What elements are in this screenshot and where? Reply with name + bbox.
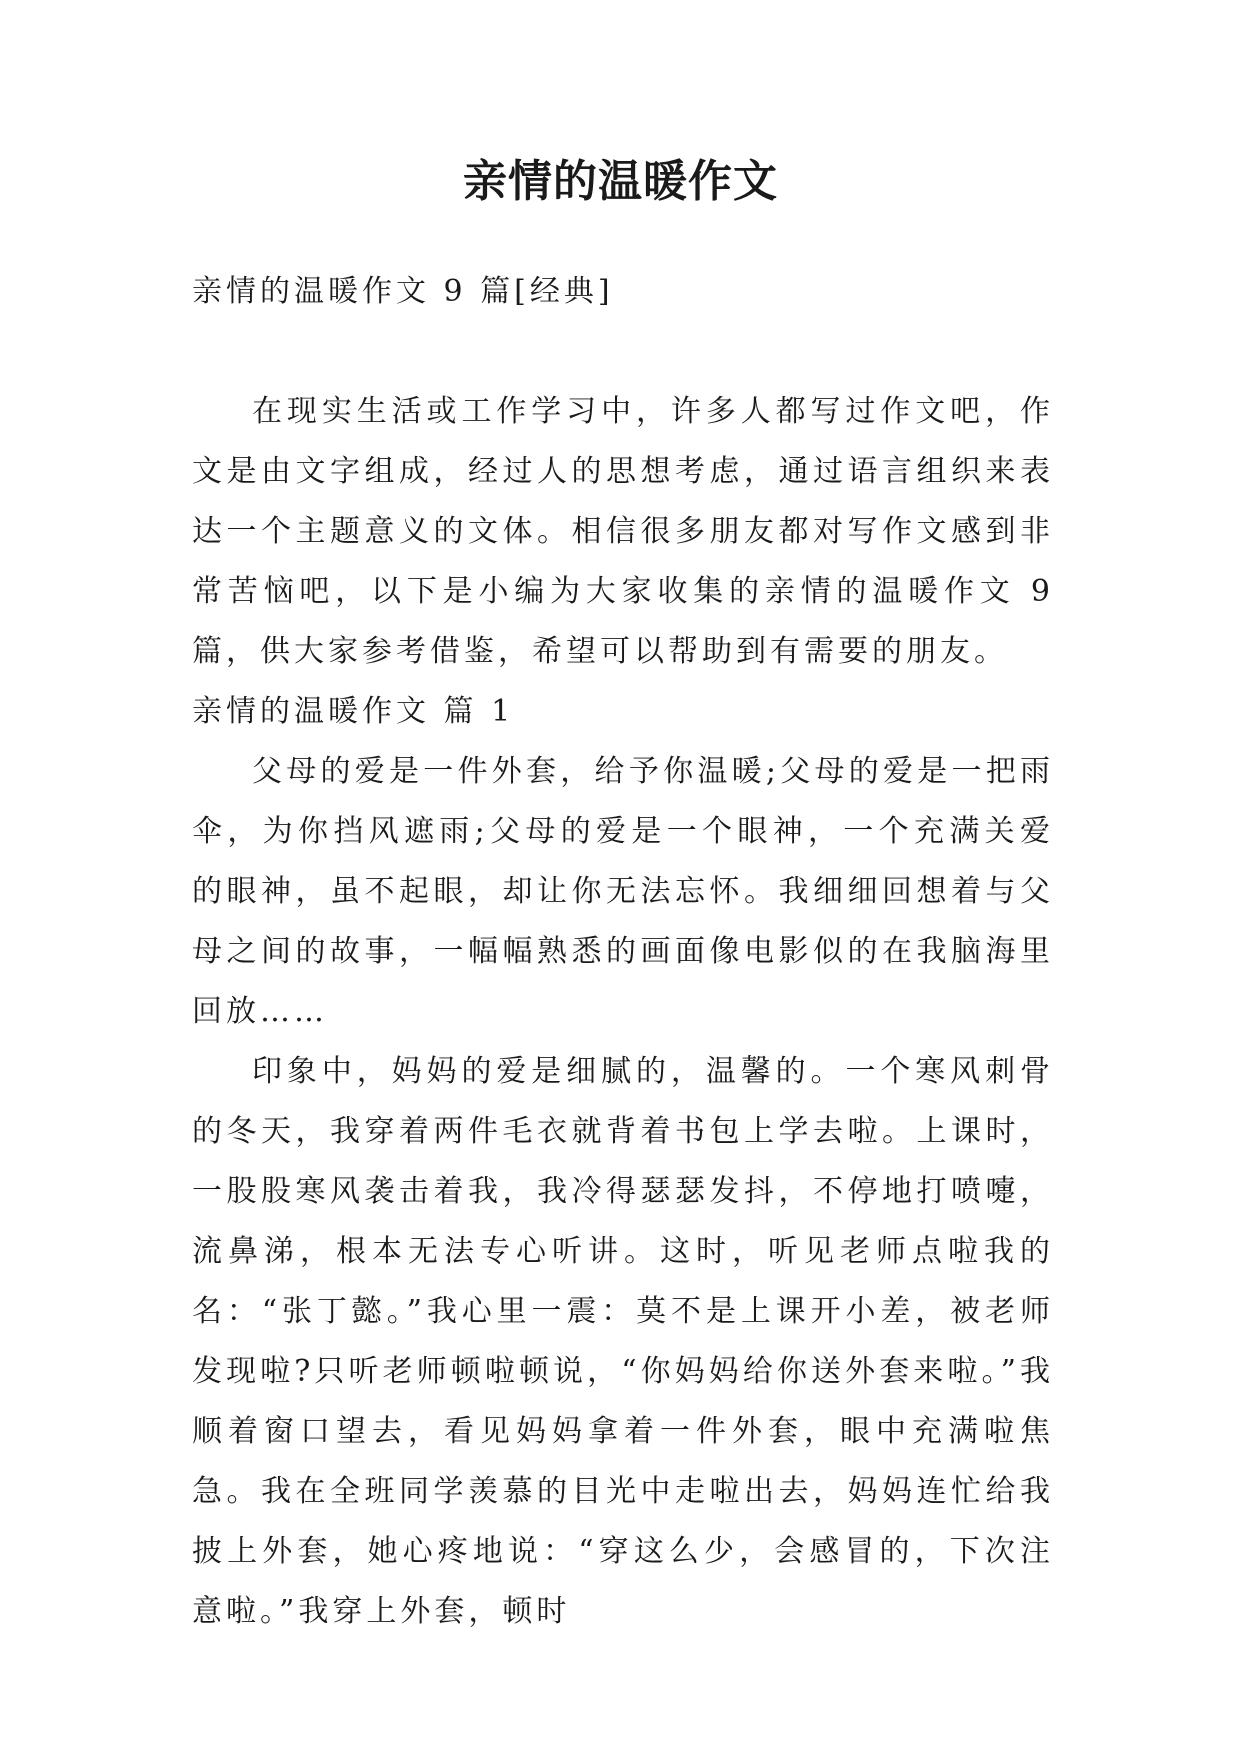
document-title: 亲情的温暖作文 (463, 156, 778, 207)
section-heading: 亲情的温暖作文 篇 1 (192, 694, 515, 729)
body-paragraph: 印象中，妈妈的爱是细腻的，温馨的。一个寒风刺骨的冬天，我穿着两件毛衣就背着书包上学去啦。上课时，一股股寒风袭击着我，我冷得瑟瑟发抖，不停地打喷嚏，流鼻涕，根本无法专心听讲。这时，听见老师点啦我的名：“张丁懿。”我心里一震：莫不是上课开小差，被老师发现啦?只听老师顿啦顿说，“你妈妈给你送外套来啦。”我顺着窗口望去，看见妈妈拿着一件外套，眼中充满啦焦急。我在全班同学羡慕的目光中走啦出去，妈妈连忙给我披上外套，她心疼地说：“穿这么少，会感冒的，下次注意啦。”我穿上外套，顿时 (192, 1054, 1054, 1629)
document-body (192, 262, 1054, 1642)
body-paragraph: 父母的爱是一件外套，给予你温暖;父母的爱是一把雨伞，为你挡风遮雨;父母的爱是一个眼神，一个充满关爱的眼神，虽不起眼，却让你无法忘怀。我细细回想着与父母之间的故事，一幅幅熟悉的画面像电影似的在我脑海里回放…… (192, 754, 1054, 1029)
intro-paragraph: 在现实生活或工作学习中，许多人都写过作文吧，作文是由文字组成，经过人的思想考虑，通过语言组织来表达一个主题意义的文体。相信很多朋友都对写作文感到非常苦恼吧，以下是小编为大家收集的亲情的温暖作文 9 篇，供大家参考借鉴，希望可以帮助到有需要的朋友。 (192, 394, 1054, 669)
document-subtitle: 亲情的温暖作文 9 篇[经典] (192, 274, 614, 309)
